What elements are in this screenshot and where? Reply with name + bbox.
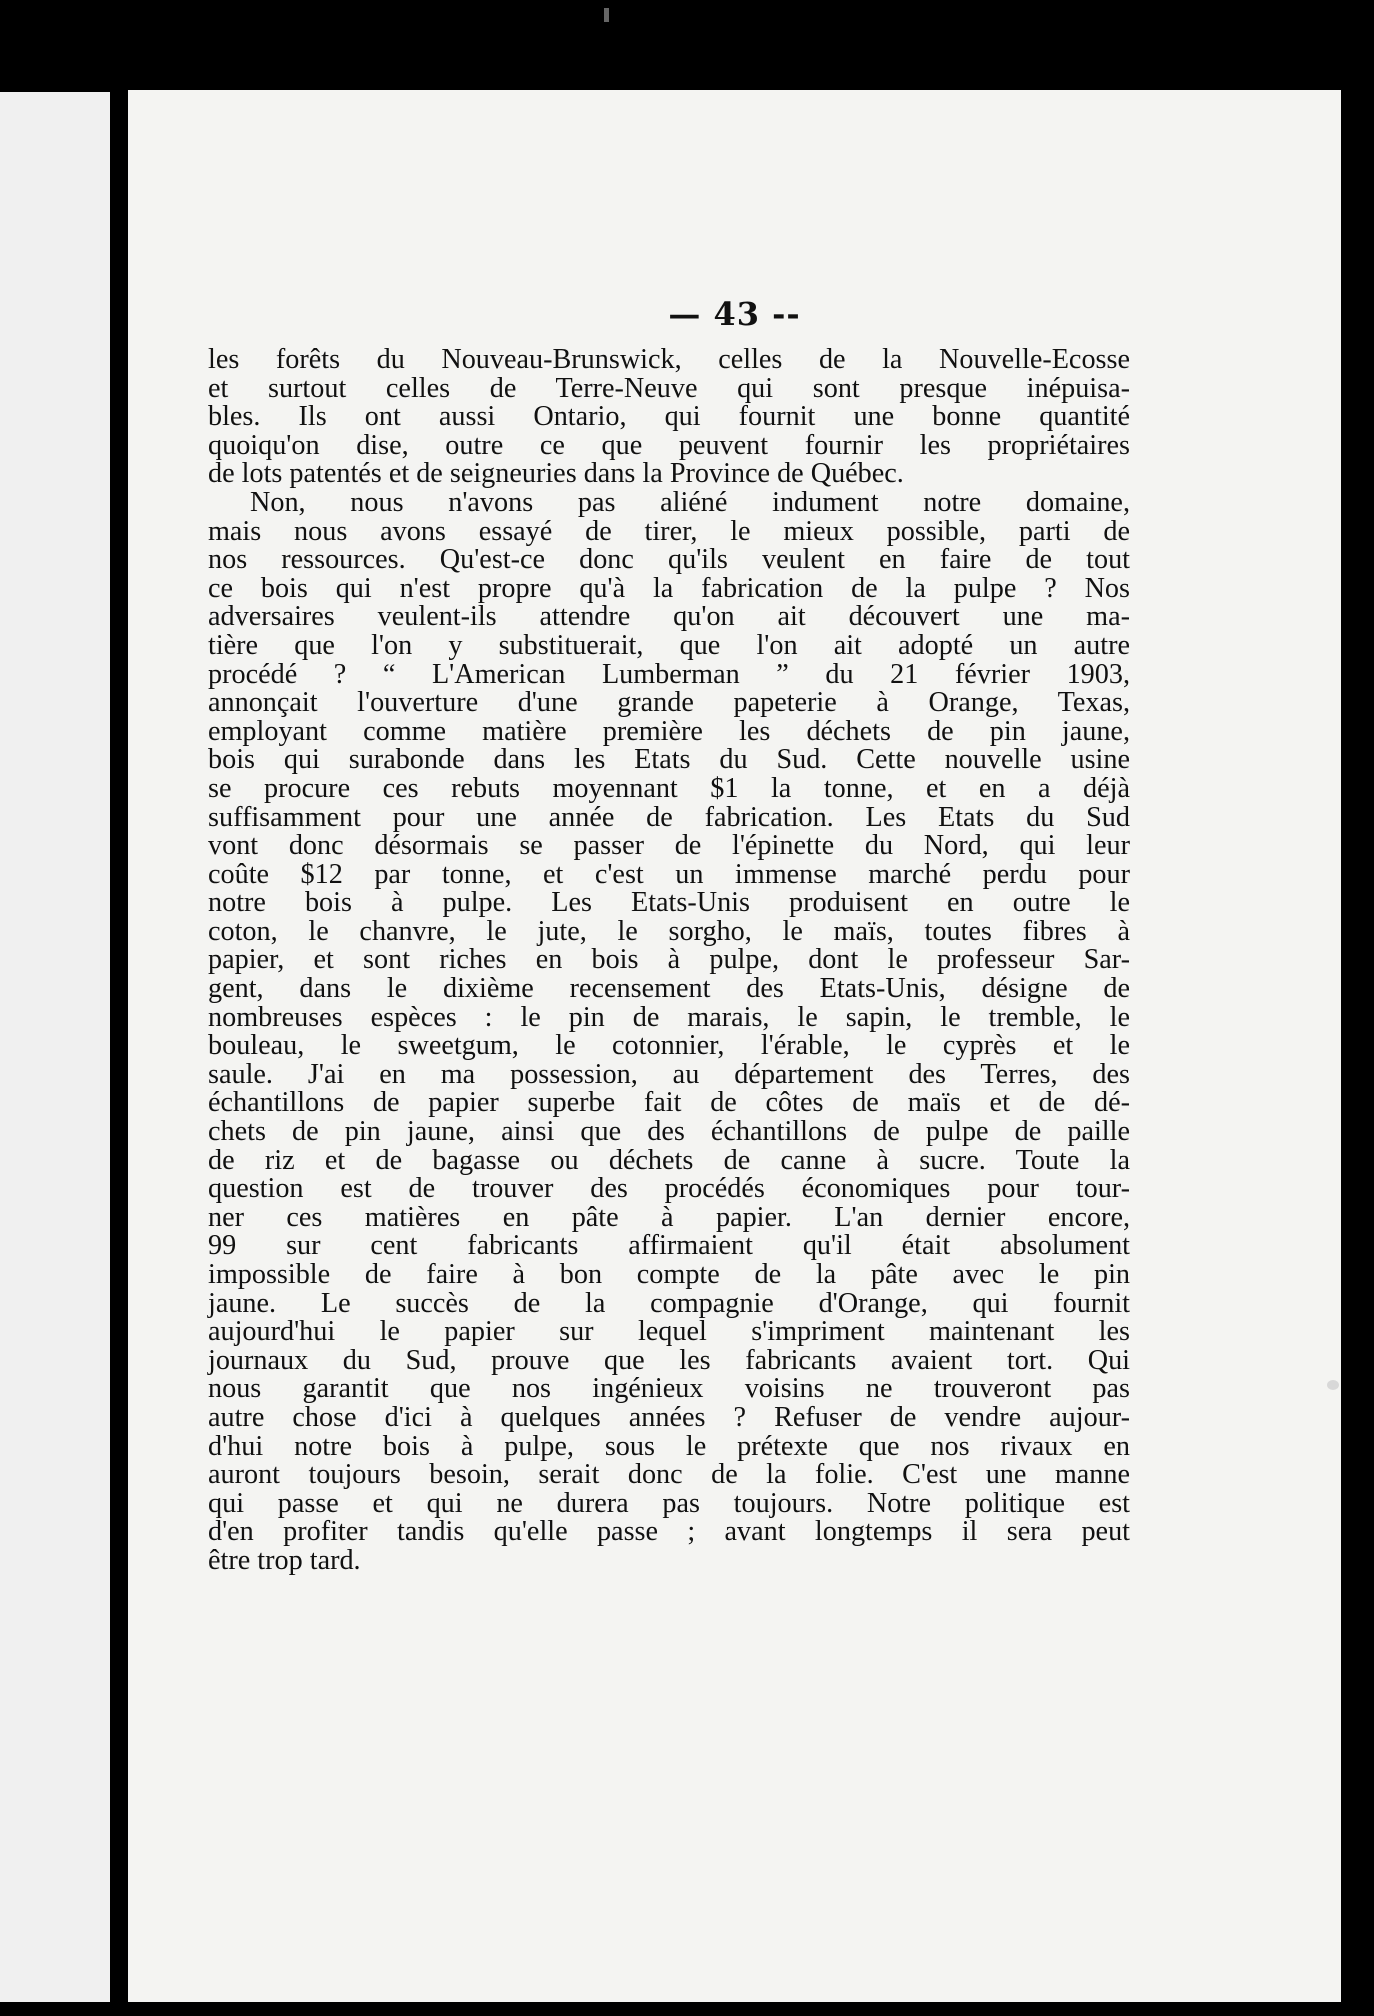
book-page [128,90,1341,2002]
dust-speck [1327,1380,1339,1390]
text-line: 99 sur cent fabricants affirmaient qu'il était absolument [208,1230,1130,1262]
text-line: d'hui notre bois à pulpe, sous le prétexte que nos rivaux en [208,1430,1130,1462]
text-line: journaux du Sud, prouve que les fabricants avaient tort. Qui [208,1344,1130,1376]
text-line: de lots patentés et de seigneuries dans la Province de Québec. [208,458,904,490]
text-line: d'en profiter tandis qu'elle passe ; avant longtemps il sera peut [208,1516,1130,1548]
text-line: adversaires veulent-ils attendre qu'on ait découvert une ma- [208,601,1130,633]
text-line: chets de pin jaune, ainsi que des échantillons de pulpe de paille [208,1116,1130,1148]
text-line: nombreuses espèces : le pin de marais, le sapin, le tremble, le [208,1001,1130,1033]
text-line: qui passe et qui ne durera pas toujours. Notre politique est [208,1487,1130,1519]
text-line: employant comme matière première les déchets de pin jaune, [208,715,1130,747]
text-line: et surtout celles de Terre-Neuve qui sont presque inépuisa- [208,372,1130,404]
text-line: de riz et de bagasse ou déchets de canne à sucre. Toute la [208,1144,1130,1176]
text-line: coûte $12 par tonne, et c'est un immense marché perdu pour [208,858,1130,890]
text-line: se procure ces rebuts moyennant $1 la tonne, et en a déjà [208,772,1130,804]
text-line: nous garantit que nos ingénieux voisins ne trouveront pas [208,1373,1130,1405]
text-line: annonçait l'ouverture d'une grande papeterie à Orange, Texas, [208,687,1130,719]
text-line: impossible de faire à bon compte de la pâte avec le pin [208,1259,1130,1290]
text-line: vont donc désormais se passer de l'épinette du Nord, qui leur [208,830,1130,862]
text-line: coton, le chanvre, le jute, le sorgho, le maïs, toutes fibres à [208,915,1130,947]
text-line: mais nous avons essayé de tirer, le mieux possible, parti de [208,515,1130,547]
text-line: ner ces matières en pâte à papier. L'an dernier encore, [208,1201,1130,1233]
paragraph-start-line: Non, nous n'avons pas aliéné indument notre domaine, [250,486,1130,518]
text-line: bouleau, le sweetgum, le cotonnier, l'érable, le cyprès et le [208,1030,1130,1062]
text-line: bles. Ils ont aussi Ontario, qui fournit une bonne quantité [208,401,1130,433]
text-line: suffisamment pour une année de fabrication. Les Etats du Sud [208,801,1130,833]
text-line: gent, dans le dixième recensement des Etats-Unis, désigne de [208,973,1130,1005]
text-line: autre chose d'ici à quelques années ? Refuser de vendre aujour- [208,1401,1130,1433]
text-line: saule. J'ai en ma possession, au département des Terres, des [208,1058,1130,1090]
text-line: jaune. Le succès de la compagnie d'Orange, qui fournit [208,1287,1130,1319]
text-line: notre bois à pulpe. Les Etats-Unis produisent en outre le [208,887,1130,919]
text-line: quoiqu'on dise, outre ce que peuvent fournir les propriétaires [208,429,1130,461]
text-line: bois qui surabonde dans les Etats du Sud. Cette nouvelle usine [208,744,1130,776]
text-line: être trop tard. [208,1544,361,1576]
page-number: — 43 -- [668,295,801,333]
body-text [208,346,1130,1576]
text-line: question est de trouver des procédés économiques pour tour- [208,1173,1130,1205]
text-line: procédé ? “ L'American Lumberman ” du 21 février 1903, [208,658,1130,690]
text-line: auront toujours besoin, serait donc de la folie. C'est une manne [208,1459,1130,1491]
text-line: échantillons de papier superbe fait de côtes de maïs et de dé- [208,1087,1130,1119]
text-line: tière que l'on y substituerait, que l'on ait adopté un autre [208,629,1130,661]
previous-page-edge [0,92,110,2002]
text-line: ce bois qui n'est propre qu'à la fabrication de la pulpe ? Nos [208,572,1130,604]
text-line: papier, et sont riches en bois à pulpe, dont le professeur Sar- [208,944,1130,976]
text-line: aujourd'hui le papier sur lequel s'impriment maintenant les [208,1316,1130,1348]
scan-mark [604,8,609,22]
text-line: nos ressources. Qu'est-ce donc qu'ils veulent en faire de tout [208,544,1130,576]
text-line: les forêts du Nouveau-Brunswick, celles de la Nouvelle-Ecosse [208,344,1130,375]
